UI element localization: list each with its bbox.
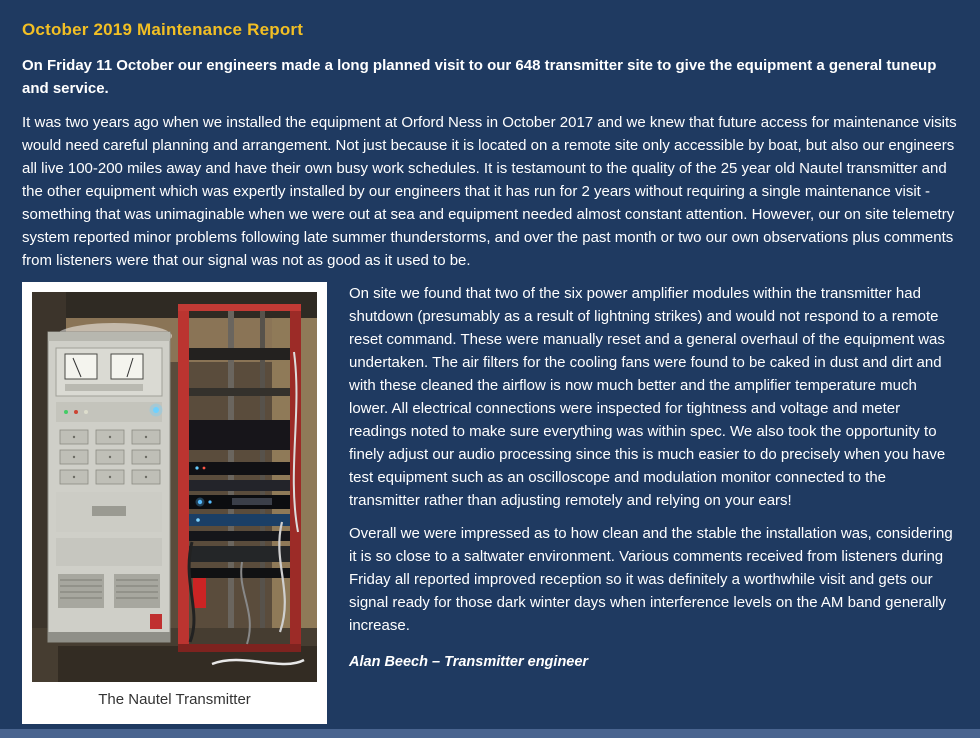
transmitter-photo xyxy=(32,292,317,682)
page-title: October 2019 Maintenance Report xyxy=(22,20,304,39)
horizontal-scrollbar[interactable] xyxy=(0,729,980,738)
photo-caption: The Nautel Transmitter xyxy=(98,691,251,708)
scrollbar-thumb[interactable] xyxy=(0,729,980,738)
body-paragraph-2: Overall we were impressed as to how clean and the stable the installation was, considering it is so close to a saltwater environment. Various comments received from listeners during Friday all reported improved reception so it was definitely a worthwhile visit and gets our signal ready for those dark winter days when interference levels on the AM band generally increase. xyxy=(349,525,953,634)
lead-paragraph: On Friday 11 October our engineers made a long planned visit to our 648 transmitter site to give the equipment a general tuneup and service. xyxy=(22,57,937,97)
photo-card xyxy=(22,282,327,724)
right-column xyxy=(349,282,958,684)
body-paragraph-1: On site we found that two of the six power amplifier modules within the transmitter had shutdown (presumably as a result of lightning strikes) and would not respond to a remote reset command. These were manually reset and a general overhaul of the equipment was undertaken. The air filters for the cooling fans were found to be caked in dust and dirt and with these cleaned the airflow is now much better and the amplifier temperature much lower. All electrical connections were inspected for tightness and voltage and meter readings noted to make sure everything was within spec. We also took the opportunity to finely adjust our audio processing since this is much easier to do precisely when you have test equipment such as an oscilloscope and modulation monitor connected to the transmitter rather than adjusting remotely and relying on your ears! xyxy=(349,285,946,509)
two-column-section xyxy=(22,282,958,724)
intro-paragraph: It was two years ago when we installed the equipment at Orford Ness in October 2017 and we knew that future access for maintenance visits would need careful planning and arrangement. Not just because it is located on a remote site only accessible by boat, but also our engineers all live 100-200 miles away and have their own busy work schedules. It is testamount to the quality of the 25 year old Nautel transmitter and the other equipment which was expertly installed by our engineers that it has run for 2 years without requiring a single maintenance visit - something that was unimaginable when we were out at sea and equipment needed almost constant attention. However, our on site telemetry system reported minor problems following late summer thunderstorms, and over the past month or two our own observations plus comments from listeners were that our signal was not as good as it used to be. xyxy=(22,114,957,269)
byline: Alan Beech – Transmitter engineer xyxy=(349,654,589,670)
